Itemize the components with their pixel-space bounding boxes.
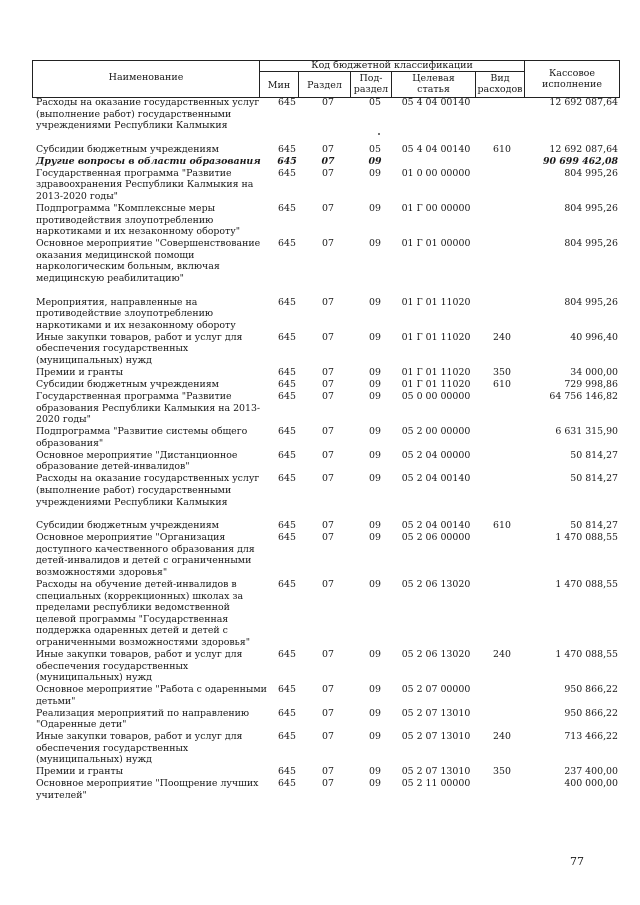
row-celevaya: 05 4 04 00140	[401, 97, 471, 108]
row-name: Мероприятия, направленные на противодействие злоупотреблению наркотиками и их незаконному обороту	[36, 296, 236, 331]
table-row	[0, 426, 640, 450]
row-podrazdel: 05	[369, 143, 381, 155]
row-sum: 729 998,86	[564, 378, 618, 390]
row-podrazdel: 09	[369, 532, 381, 544]
row-celevaya: 05 2 11 00000	[401, 778, 471, 790]
row-sum: 50 814,27	[570, 449, 618, 461]
row-sum: 950 866,22	[564, 707, 618, 719]
row-sum: 50 814,27	[570, 473, 618, 485]
row-celevaya: 05 0 00 00000	[401, 390, 471, 402]
header-celevaya: Целевая статья	[412, 73, 455, 95]
row-razdel: 07	[322, 684, 334, 696]
header-razdel: Раздел	[307, 80, 342, 91]
row-razdel: 07	[322, 331, 334, 343]
row-min: 645	[278, 202, 296, 214]
row-name: Основное мероприятие "Работа с одаренными детьми"	[36, 684, 267, 707]
row-sum: 90 699 462,08	[542, 155, 618, 167]
row-podrazdel: 09	[369, 366, 381, 378]
row-name: Государственная программа "Развитие здравоохранения Республики Калмыкия на 2013-2020 годы"	[36, 167, 254, 202]
table-row	[0, 156, 640, 168]
row-vid: 240	[493, 731, 511, 743]
row-min: 645	[277, 155, 297, 167]
row-min: 645	[278, 238, 296, 250]
table-row	[0, 450, 640, 474]
row-min: 645	[278, 532, 296, 544]
row-razdel: 07	[322, 238, 334, 250]
row-vid: 350	[493, 766, 511, 778]
row-celevaya: 05 2 00 00000	[401, 426, 471, 438]
row-podrazdel: 09	[369, 648, 381, 660]
row-name: Подпрограмма "Комплексные меры противодействия злоупотреблению наркотиками и их незаконному обороту"	[36, 202, 241, 238]
row-sum: 713 466,22	[564, 731, 618, 743]
row-name: Субсидии бюджетным учреждениям	[36, 520, 219, 532]
row-name: Основное мероприятие "Дистанционное образование детей-инвалидов"	[36, 449, 238, 473]
row-min: 645	[278, 449, 296, 461]
row-razdel: 07	[322, 449, 334, 461]
row-razdel: 07	[322, 167, 334, 179]
table-row	[0, 97, 640, 144]
table-row	[0, 297, 640, 332]
row-name: Реализация мероприятий по направлению "Одаренные дети"	[36, 707, 250, 731]
row-min: 645	[278, 473, 296, 485]
row-podrazdel: 09	[369, 238, 381, 250]
row-sum: 50 814,27	[570, 520, 618, 532]
row-celevaya: 01 Г 00 00000	[401, 202, 471, 214]
row-podrazdel: 09	[369, 520, 381, 532]
row-podrazdel: 09	[369, 473, 381, 485]
row-celevaya: 05 2 07 00000	[401, 684, 471, 696]
row-celevaya: 05 2 07 13010	[401, 731, 471, 743]
row-min: 645	[278, 390, 296, 402]
row-razdel: 07	[322, 648, 334, 660]
table-row	[0, 649, 640, 684]
row-name: Расходы на оказание государственных услуг (выполнение работ) государственными учреждениями Республики Калмыкия	[36, 97, 260, 132]
row-sum: 6 631 315,90	[555, 426, 618, 438]
row-sum: 64 756 146,82	[549, 390, 618, 402]
header-podrazdel: Под- раздел	[353, 73, 389, 95]
row-min: 645	[278, 426, 296, 438]
row-razdel: 07	[322, 532, 334, 544]
row-sum: 1 470 088,55	[555, 532, 618, 544]
row-min: 645	[278, 296, 296, 308]
row-celevaya: 05 2 06 00000	[401, 532, 471, 544]
row-name: Другие вопросы в области образования	[36, 155, 261, 167]
row-podrazdel: 09	[369, 731, 381, 743]
table-row	[0, 473, 640, 520]
row-sum: 804 995,26	[564, 202, 618, 214]
table-row	[0, 766, 640, 778]
row-sum: 1 470 088,55	[555, 648, 618, 660]
row-name: Премии и гранты	[36, 766, 124, 778]
row-podrazdel: 09	[368, 155, 382, 167]
row-celevaya: 05 2 06 13020	[401, 648, 471, 660]
row-celevaya: 05 2 06 13020	[401, 578, 471, 590]
row-podrazdel: 09	[369, 778, 381, 790]
table-body	[0, 97, 640, 802]
table-row	[0, 731, 640, 766]
row-min: 645	[278, 731, 296, 743]
header-min: Мин	[267, 80, 291, 91]
scan-speck	[378, 133, 380, 135]
row-razdel: 07	[322, 366, 334, 378]
row-razdel: 07	[322, 778, 334, 790]
table-row	[0, 168, 640, 203]
row-sum: 400 000,00	[564, 778, 618, 790]
row-celevaya: 01 0 00 00000	[401, 167, 471, 179]
header-kassovoe: Кассовое исполнение	[542, 68, 602, 90]
row-celevaya: 05 2 07 13010	[401, 766, 471, 778]
row-celevaya: 01 Г 01 00000	[401, 238, 471, 250]
table-row	[0, 708, 640, 732]
row-razdel: 07	[322, 707, 334, 719]
table-row	[0, 379, 640, 391]
row-name: Иные закупки товаров, работ и услуг для обеспечения государственных (муниципальных) нужд	[36, 648, 243, 684]
row-min: 645	[278, 366, 296, 378]
table-row	[0, 532, 640, 579]
row-vid: 610	[493, 378, 511, 390]
row-vid: 350	[493, 366, 511, 378]
row-name: Субсидии бюджетным учреждениям	[36, 378, 219, 390]
row-celevaya: 01 Г 01 11020	[401, 378, 471, 390]
row-name: Расходы на обучение детей-инвалидов в специальных (коррекционных) школах за пределами республики ведомственной целевой программы "Государственная поддержка одаренных детей и детей с ограниченными возможностями здоровья"	[36, 578, 251, 648]
header-vid: Вид расходов	[477, 73, 523, 95]
row-razdel: 07	[322, 296, 334, 308]
row-podrazdel: 05	[369, 97, 381, 108]
table-row	[0, 579, 640, 649]
row-name: Иные закупки товаров, работ и услуг для обеспечения государственных (муниципальных) нужд	[36, 731, 243, 766]
row-celevaya: 05 2 04 00000	[401, 449, 471, 461]
row-celevaya: 05 2 04 00140	[401, 473, 471, 485]
header-name: Наименование	[108, 72, 184, 83]
row-podrazdel: 09	[369, 202, 381, 214]
row-sum: 804 995,26	[564, 167, 618, 179]
row-min: 645	[278, 331, 296, 343]
row-sum: 237 400,00	[564, 766, 618, 778]
row-min: 645	[278, 520, 296, 532]
row-podrazdel: 09	[369, 449, 381, 461]
table-row	[0, 520, 640, 532]
row-min: 645	[278, 648, 296, 660]
row-razdel: 07	[322, 143, 334, 155]
table-row	[0, 203, 640, 238]
row-sum: 950 866,22	[564, 684, 618, 696]
row-sum: 12 692 087,64	[549, 143, 618, 155]
row-razdel: 07	[322, 578, 334, 590]
row-min: 645	[278, 97, 296, 108]
row-name: Основное мероприятие "Поощрение лучших учителей"	[36, 778, 259, 802]
row-razdel: 07	[322, 378, 334, 390]
row-name: Подпрограмма "Развитие системы общего образования"	[36, 426, 248, 449]
row-vid: 610	[493, 143, 511, 155]
row-sum: 804 995,26	[564, 296, 618, 308]
row-razdel: 07	[322, 202, 334, 214]
row-min: 645	[278, 378, 296, 390]
row-sum: 40 996,40	[570, 331, 618, 343]
row-sum: 12 692 087,64	[549, 97, 618, 108]
row-name: Премии и гранты	[36, 366, 124, 378]
row-podrazdel: 09	[369, 390, 381, 402]
row-razdel: 07	[322, 473, 334, 485]
row-min: 645	[278, 707, 296, 719]
table-row	[0, 144, 640, 156]
row-celevaya: 05 4 04 00140	[401, 143, 471, 155]
row-razdel: 07	[322, 766, 334, 778]
table-row	[0, 238, 640, 296]
row-razdel: 07	[322, 390, 334, 402]
row-min: 645	[278, 778, 296, 790]
row-celevaya: 01 Г 01 11020	[401, 296, 471, 308]
table-row	[0, 391, 640, 426]
row-vid: 240	[493, 331, 511, 343]
page-number: 77	[570, 855, 584, 868]
row-podrazdel: 09	[369, 167, 381, 179]
row-podrazdel: 09	[369, 296, 381, 308]
row-name: Основное мероприятие "Организация доступного качественного образования для детей-инвалидов и детей с ограниченными возможностями здоровья"	[36, 532, 255, 578]
table-row	[0, 332, 640, 367]
row-min: 645	[278, 684, 296, 696]
row-vid: 240	[493, 648, 511, 660]
row-celevaya: 05 2 04 00140	[401, 520, 471, 532]
table-row	[0, 684, 640, 708]
row-podrazdel: 09	[369, 766, 381, 778]
table-row	[0, 778, 640, 802]
row-min: 645	[278, 143, 296, 155]
row-celevaya: 05 2 07 13010	[401, 707, 471, 719]
row-celevaya: 01 Г 01 11020	[401, 366, 471, 378]
row-podrazdel: 09	[369, 684, 381, 696]
row-podrazdel: 09	[369, 578, 381, 590]
row-sum: 804 995,26	[564, 238, 618, 250]
row-celevaya: 01 Г 01 11020	[401, 331, 471, 343]
row-podrazdel: 09	[369, 378, 381, 390]
row-vid: 610	[493, 520, 511, 532]
row-razdel: 07	[321, 155, 335, 167]
row-razdel: 07	[322, 731, 334, 743]
row-name: Государственная программа "Развитие образования Республики Калмыкия на 2013-2020 годы"	[36, 390, 261, 426]
header-code-group: Код бюджетной классификации	[311, 60, 473, 71]
row-razdel: 07	[322, 520, 334, 532]
row-podrazdel: 09	[369, 707, 381, 719]
row-sum: 34 000,00	[570, 366, 618, 378]
row-name: Иные закупки товаров, работ и услуг для обеспечения государственных (муниципальных) нужд	[36, 331, 243, 366]
row-podrazdel: 09	[369, 426, 381, 438]
row-razdel: 07	[322, 97, 334, 108]
row-min: 645	[278, 167, 296, 179]
row-name: Основное мероприятие "Совершенствование оказания медицинской помощи наркологическим больным, включая медицинскую реабилитацию"	[36, 238, 261, 284]
row-min: 645	[278, 578, 296, 590]
row-name: Субсидии бюджетным учреждениям	[36, 143, 219, 155]
row-min: 645	[278, 766, 296, 778]
row-name: Расходы на оказание государственных услуг (выполнение работ) государственными учреждениями Республики Калмыкия	[36, 473, 260, 508]
table-row	[0, 367, 640, 379]
row-razdel: 07	[322, 426, 334, 438]
row-podrazdel: 09	[369, 331, 381, 343]
row-sum: 1 470 088,55	[555, 578, 618, 590]
